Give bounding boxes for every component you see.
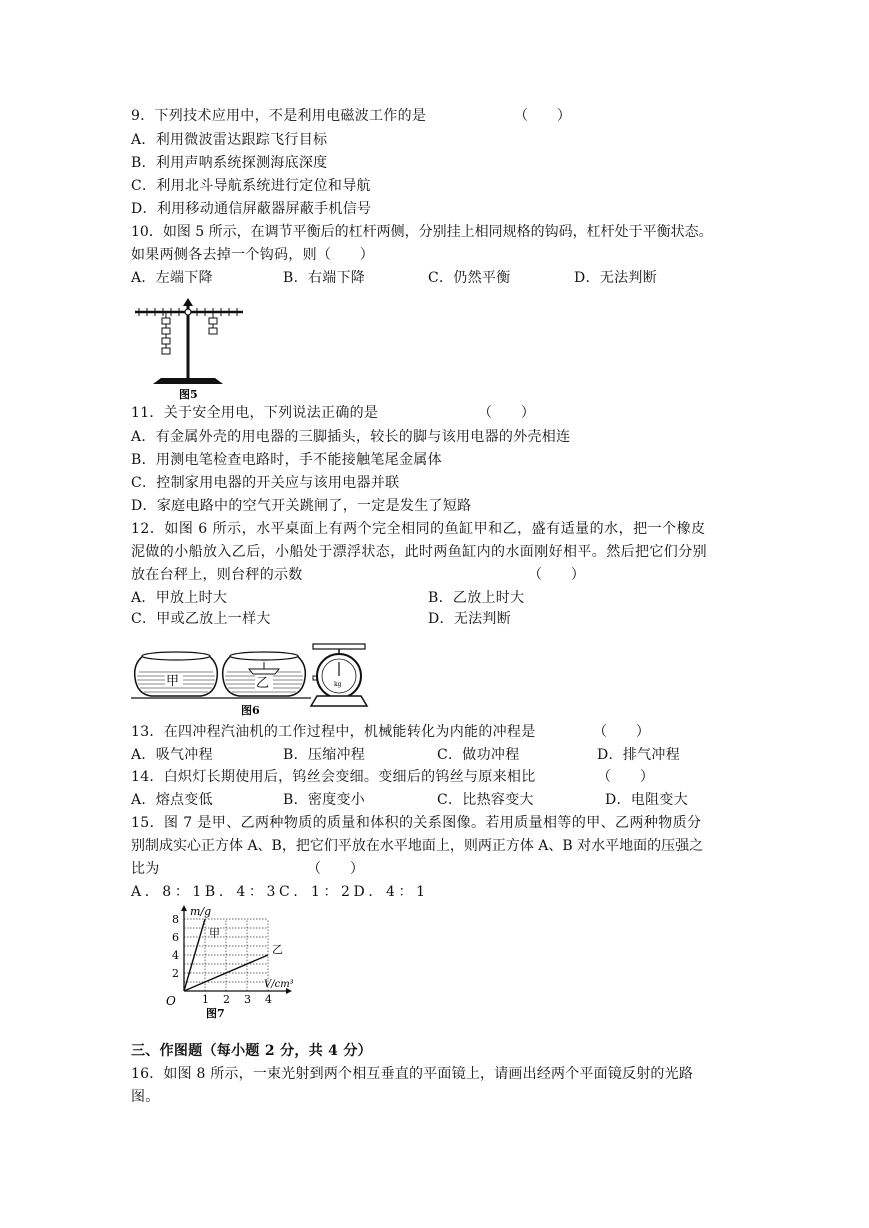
q12-stem-line3: 放在台秤上，则台秤的示数 <box>131 567 303 583</box>
figure-5-label: 图5 <box>179 388 198 400</box>
x-tick-label: 2 <box>223 993 230 1006</box>
q15-stem-line2: 别制成实心正方体 A、B，把它们平放在水平地面上，则两正方体 A、B 对水平地面的压强之 <box>131 838 704 854</box>
q11-option-b: B．用测电笔检查电路时，手不能接触笔尾金属体 <box>131 452 442 468</box>
y-axis-arrow <box>181 905 187 911</box>
q13-option-d: D．排气冲程 <box>597 747 681 763</box>
q15-options: A．8：1B．4：3C．1：2D．4：1 <box>131 884 429 900</box>
q10-option-b: B．右端下降 <box>283 270 366 286</box>
q14-option-c: C．比热容变大 <box>437 792 534 808</box>
q9-option-b: B．利用声呐系统探测海底深度 <box>131 155 328 171</box>
q11-answer-paren: （ ） <box>478 405 536 421</box>
y-tick-label: 4 <box>172 949 179 962</box>
q9-stem: 9．下列技术应用中，不是利用电磁波工作的是 <box>131 108 427 124</box>
chart-origin-label: O <box>166 994 176 1008</box>
chart-y-axis-label: m/g <box>190 905 212 918</box>
tank-b-label: 乙 <box>256 676 270 691</box>
q14-option-a: A．熔点变低 <box>131 792 213 808</box>
scale-unit: kg <box>334 681 342 688</box>
q13-option-b: B．压缩冲程 <box>283 747 366 763</box>
figure-6-label: 图6 <box>241 704 260 716</box>
q9-answer-paren: （ ） <box>514 108 572 124</box>
q14-option-b: B．密度变小 <box>283 792 366 808</box>
figure-7-label: 图7 <box>206 1007 225 1020</box>
q13-answer-paren: （ ） <box>593 724 651 740</box>
q10-stem-line1: 10．如图 5 所示，在调节平衡后的杠杆两侧，分别挂上相同规格的钩码，杠杆处于平衡状态。 <box>131 224 713 240</box>
q15-stem-line1: 15．图 7 是甲、乙两种物质的质量和体积的关系图像。若用质量相等的甲、乙两种物质分 <box>131 815 702 831</box>
y-tick-label: 2 <box>172 967 179 980</box>
x-tick-label: 3 <box>244 993 251 1006</box>
y-tick-label: 8 <box>172 913 179 926</box>
series-label-2: 乙 <box>272 943 283 956</box>
q9-option-d: D．利用移动通信屏蔽器屏蔽手机信号 <box>131 201 372 217</box>
figure-7-chart <box>160 905 300 1033</box>
q15-answer-paren: （ ） <box>307 861 365 877</box>
q14-option-d: D．电阻变大 <box>605 792 689 808</box>
q11-option-d: D．家庭电路中的空气开关跳闸了，一定是发生了短路 <box>131 498 472 514</box>
q12-answer-paren: （ ） <box>528 567 586 583</box>
q13-stem: 13．在四冲程汽油机的工作过程中，机械能转化为内能的冲程是 <box>131 724 536 740</box>
q12-option-b: B．乙放上时大 <box>428 590 525 606</box>
q9-option-c: C．利用北斗导航系统进行定位和导航 <box>131 178 371 194</box>
q16-stem-line1: 16．如图 8 所示，一束光射到两个相互垂直的平面镜上，请画出经两个平面镜反射的光路 <box>131 1066 694 1082</box>
q11-option-c: C．控制家用电器的开关应与该用电器并联 <box>131 475 400 491</box>
q15-stem-line3: 比为 <box>131 861 160 877</box>
q12-option-c: C．甲或乙放上一样大 <box>131 611 271 627</box>
q13-option-c: C．做功冲程 <box>437 747 520 763</box>
figure-6-tanks <box>131 636 381 716</box>
q14-answer-paren: （ ） <box>597 769 655 785</box>
q9-option-a: A．利用微波雷达跟踪飞行目标 <box>131 132 328 148</box>
q12-stem-line2: 泥做的小船放入乙后，小船处于漂浮状态，此时两鱼缸内的水面刚好相平。然后把它们分别 <box>131 544 707 560</box>
y-tick-label: 6 <box>172 931 179 944</box>
x-tick-label: 1 <box>202 993 209 1006</box>
q11-option-a: A．有金属外壳的用电器的三脚插头，较长的脚与该用电器的外壳相连 <box>131 429 571 445</box>
q10-stem-line2: 如果两侧各去掉一个钩码，则（ ） <box>131 247 375 263</box>
figure-5-lever <box>131 290 246 400</box>
q10-option-c: C．仍然平衡 <box>428 270 511 286</box>
chart-grid <box>184 919 268 991</box>
q11-stem: 11．关于安全用电，下列说法正确的是 <box>131 405 379 421</box>
q13-option-a: A．吸气冲程 <box>131 747 213 763</box>
q10-option-a: A．左端下降 <box>131 270 213 286</box>
q12-stem-line1: 12．如图 6 所示，水平桌面上有两个完全相同的鱼缸甲和乙，盛有适量的水，把一个橡皮 <box>131 521 706 537</box>
q12-option-a: A．甲放上时大 <box>131 590 228 606</box>
q14-stem: 14．白炽灯长期使用后，钨丝会变细。变细后的钨丝与原来相比 <box>131 769 536 785</box>
series-label-1: 甲 <box>209 927 220 940</box>
q10-option-d: D．无法判断 <box>574 270 658 286</box>
q12-option-d: D．无法判断 <box>428 611 512 627</box>
section-3-heading: 三、作图题（每小题 2 分，共 4 分） <box>131 1043 372 1059</box>
q16-stem-line2: 图。 <box>131 1089 160 1105</box>
x-tick-label: 4 <box>265 993 272 1006</box>
chart-x-axis-label: V/cm³ <box>264 979 294 990</box>
tank-a-label: 甲 <box>166 674 180 689</box>
